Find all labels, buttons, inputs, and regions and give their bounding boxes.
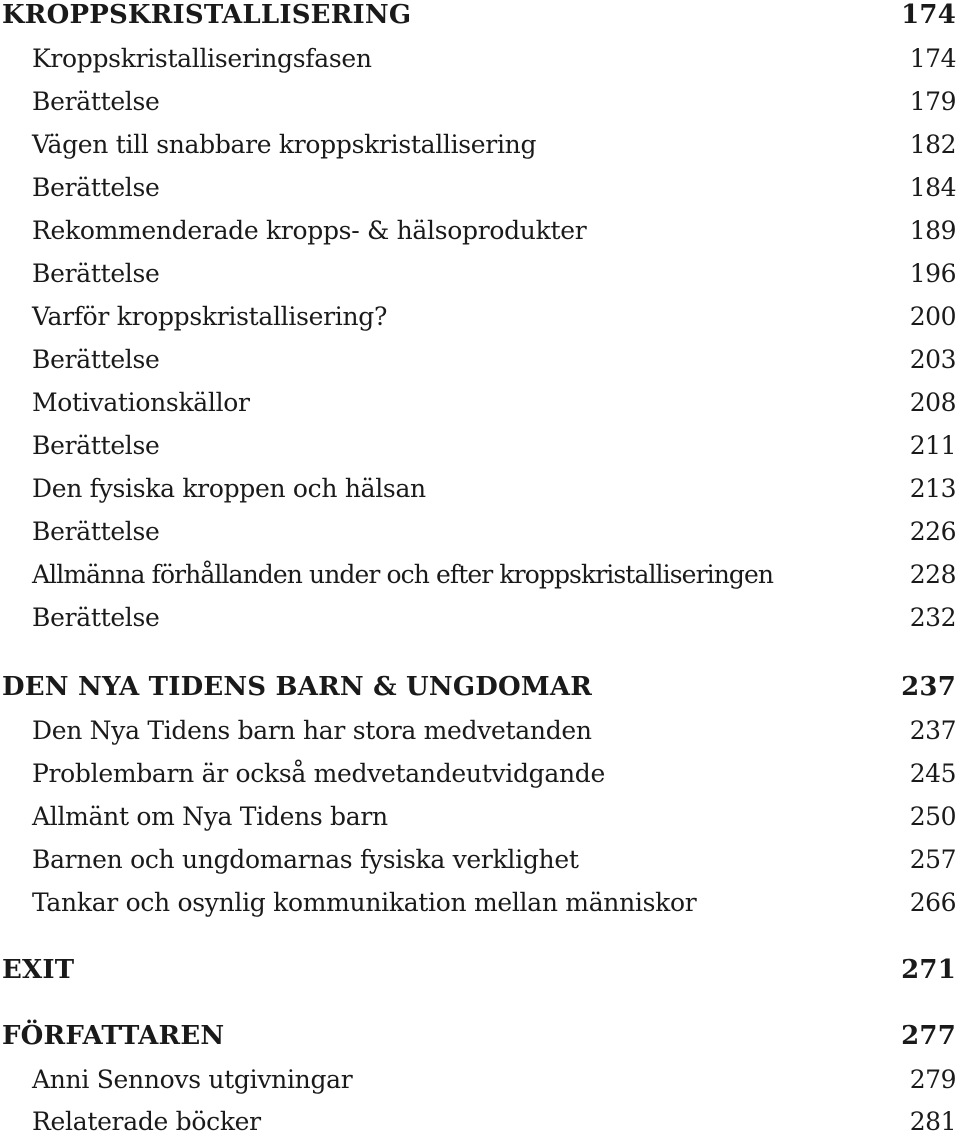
entry-page-number: 196 xyxy=(909,258,956,288)
entry-title: Relaterade böcker xyxy=(32,1106,261,1136)
section-title: EXIT xyxy=(2,955,75,985)
toc-entry xyxy=(0,882,956,922)
toc-entry xyxy=(0,468,956,508)
toc-section-heading xyxy=(0,1016,956,1056)
entry-page-number: 208 xyxy=(909,387,956,417)
entry-page-number: 279 xyxy=(909,1064,956,1094)
entry-title: Vägen till snabbare kroppskristallisering xyxy=(32,129,537,159)
entry-title: Berättelse xyxy=(32,258,160,288)
toc-entry xyxy=(0,1059,956,1099)
toc-entry xyxy=(0,296,956,336)
entry-title: Den fysiska kroppen och hälsan xyxy=(32,473,426,503)
toc-entry xyxy=(0,710,956,750)
entry-page-number: 182 xyxy=(909,129,956,159)
entry-title: Den Nya Tidens barn har stora medvetanden xyxy=(32,715,592,745)
section-title: FÖRFATTAREN xyxy=(2,1021,225,1051)
section-page-number: 237 xyxy=(901,672,956,702)
entry-title: Problembarn är också medvetandeutvidgande xyxy=(32,758,605,788)
entry-page-number: 211 xyxy=(909,430,956,460)
toc-section-heading xyxy=(0,0,956,35)
toc-entry xyxy=(0,38,956,78)
entry-title: Varför kroppskristallisering? xyxy=(32,301,388,331)
entry-title: Berättelse xyxy=(32,86,160,116)
toc-entry xyxy=(0,167,956,207)
toc-entry xyxy=(0,124,956,164)
entry-page-number: 213 xyxy=(909,473,956,503)
entry-title: Barnen och ungdomarnas fysiska verklighet xyxy=(32,844,579,874)
entry-page-number: 245 xyxy=(909,758,956,788)
toc-entry xyxy=(0,1101,956,1141)
entry-page-number: 232 xyxy=(909,602,956,632)
section-page-number: 277 xyxy=(901,1021,956,1051)
toc-section-heading xyxy=(0,950,956,990)
entry-page-number: 174 xyxy=(909,43,956,73)
entry-page-number: 250 xyxy=(909,801,956,831)
section-title: KROPPSKRISTALLISERING xyxy=(2,0,412,30)
toc-entry xyxy=(0,253,956,293)
entry-title: Berättelse xyxy=(32,344,160,374)
entry-page-number: 237 xyxy=(909,715,956,745)
toc-entry xyxy=(0,753,956,793)
entry-page-number: 266 xyxy=(909,887,956,917)
toc-entry xyxy=(0,554,956,594)
entry-title: Berättelse xyxy=(32,172,160,202)
entry-page-number: 228 xyxy=(909,559,956,589)
entry-page-number: 189 xyxy=(909,215,956,245)
toc-section-heading xyxy=(0,667,956,707)
toc-entry xyxy=(0,839,956,879)
entry-title: Allmänna förhållanden under och efter kroppskristalliseringen xyxy=(32,559,774,589)
section-page-number: 174 xyxy=(901,0,956,30)
toc-entry xyxy=(0,796,956,836)
entry-page-number: 203 xyxy=(909,344,956,374)
toc-entry xyxy=(0,597,956,637)
entry-page-number: 281 xyxy=(909,1106,956,1136)
entry-title: Berättelse xyxy=(32,516,160,546)
entry-title: Kroppskristalliseringsfasen xyxy=(32,43,372,73)
entry-page-number: 200 xyxy=(909,301,956,331)
entry-title: Anni Sennovs utgivningar xyxy=(32,1064,353,1094)
section-title: DEN NYA TIDENS BARN & UNGDOMAR xyxy=(2,672,593,702)
toc-entry xyxy=(0,339,956,379)
toc-entry xyxy=(0,81,956,121)
entry-page-number: 179 xyxy=(909,86,956,116)
entry-page-number: 184 xyxy=(909,172,956,202)
toc-entry xyxy=(0,425,956,465)
entry-title: Motivationskällor xyxy=(32,387,250,417)
entry-title: Tankar och osynlig kommunikation mellan människor xyxy=(32,887,697,917)
entry-title: Allmänt om Nya Tidens barn xyxy=(32,801,388,831)
entry-title: Berättelse xyxy=(32,602,160,632)
entry-page-number: 226 xyxy=(909,516,956,546)
section-page-number: 271 xyxy=(901,955,956,985)
toc-entry xyxy=(0,511,956,551)
entry-title: Rekommenderade kropps- & hälsoprodukter xyxy=(32,215,587,245)
entry-page-number: 257 xyxy=(909,844,956,874)
entry-title: Berättelse xyxy=(32,430,160,460)
toc-entry xyxy=(0,382,956,422)
toc-entry xyxy=(0,210,956,250)
